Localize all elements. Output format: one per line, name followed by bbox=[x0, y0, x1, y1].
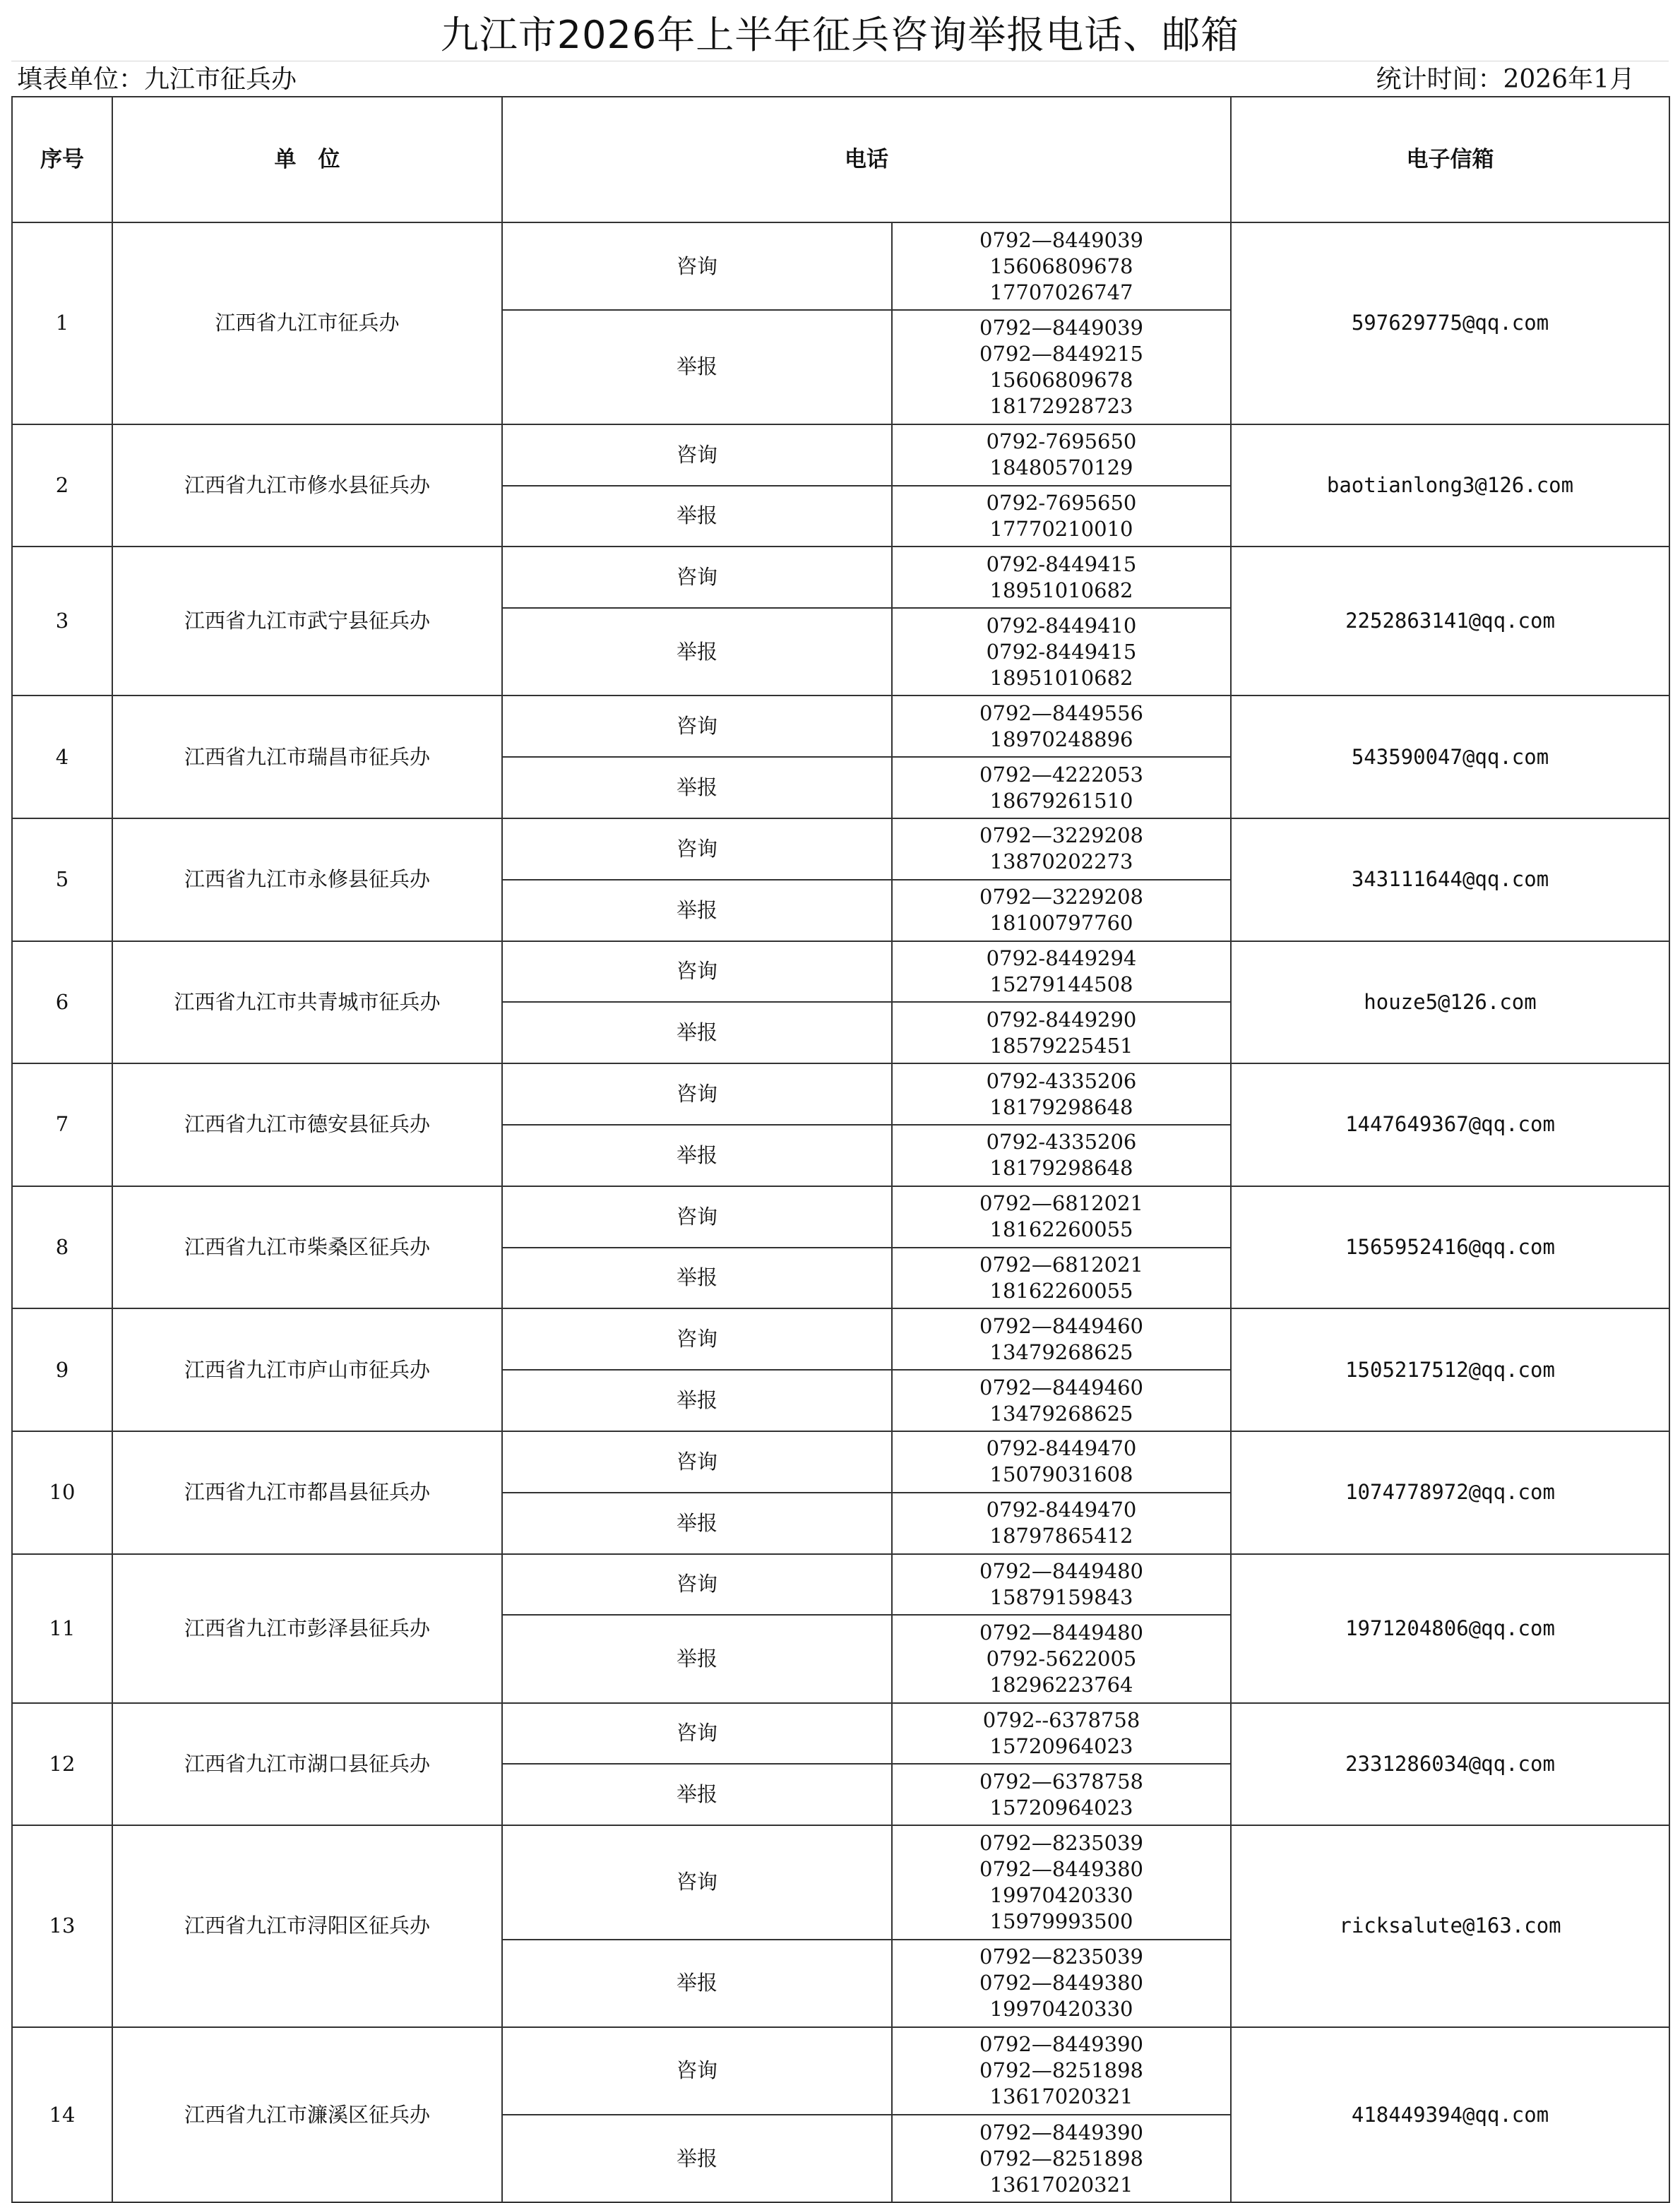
report-label: 举报 bbox=[502, 757, 892, 818]
consult-phones bbox=[892, 1308, 1231, 1370]
row-index: 12 bbox=[12, 1703, 112, 1826]
consult-phones bbox=[892, 1431, 1231, 1493]
unit-name: 江西省九江市浔阳区征兵办 bbox=[112, 1825, 502, 2027]
unit-name: 江西省九江市永修县征兵办 bbox=[112, 818, 502, 941]
phone-number: 0792—6378758 bbox=[979, 1769, 1143, 1793]
phone-number: 0792-8449415 bbox=[986, 551, 1137, 576]
report-phones bbox=[892, 1002, 1231, 1063]
table-row bbox=[12, 222, 1669, 310]
report-phones bbox=[892, 1764, 1231, 1825]
phone-number: 18951010682 bbox=[989, 578, 1133, 602]
consult-label: 咨询 bbox=[502, 547, 892, 608]
phone-number: 0792-8449290 bbox=[986, 1007, 1137, 1032]
phone-number: 15720964023 bbox=[989, 1795, 1133, 1820]
phone-number: 0792-5622005 bbox=[986, 1646, 1137, 1671]
phone-number: 0792—8235039 bbox=[979, 1945, 1143, 1969]
row-index: 10 bbox=[12, 1431, 112, 1554]
phone-number: 0792—8449480 bbox=[979, 1620, 1143, 1644]
consult-phones bbox=[892, 222, 1231, 310]
report-phones bbox=[892, 2115, 1231, 2202]
report-label: 举报 bbox=[502, 1615, 892, 1702]
email-address: 418449394@qq.com bbox=[1231, 2027, 1669, 2202]
row-index: 6 bbox=[12, 941, 112, 1064]
row-index: 8 bbox=[12, 1186, 112, 1309]
consult-phones bbox=[892, 1063, 1231, 1125]
row-index: 3 bbox=[12, 547, 112, 695]
unit-name: 江西省九江市彭泽县征兵办 bbox=[112, 1554, 502, 1703]
phone-number: 0792—8449390 bbox=[979, 2120, 1143, 2144]
consult-label: 咨询 bbox=[502, 695, 892, 757]
email-address: 343111644@qq.com bbox=[1231, 818, 1669, 941]
email-address: ricksalute@163.com bbox=[1231, 1825, 1669, 2027]
phone-number: 0792-8449294 bbox=[986, 945, 1137, 970]
phone-number: 0792-4335206 bbox=[986, 1130, 1137, 1154]
table-row bbox=[12, 941, 1669, 1003]
consult-phones bbox=[892, 818, 1231, 880]
unit-name: 江西省九江市柴桑区征兵办 bbox=[112, 1186, 502, 1309]
table-row bbox=[12, 1186, 1669, 1248]
table-header-row bbox=[12, 97, 1669, 222]
consult-label: 咨询 bbox=[502, 2027, 892, 2115]
consult-phones bbox=[892, 547, 1231, 608]
phone-number: 0792-8449470 bbox=[986, 1436, 1137, 1461]
phone-number: 0792-8449410 bbox=[986, 613, 1137, 638]
row-index: 4 bbox=[12, 695, 112, 818]
unit-name: 江西省九江市武宁县征兵办 bbox=[112, 547, 502, 695]
phone-number: 0792—8235039 bbox=[979, 1830, 1143, 1855]
phone-number: 15606809678 bbox=[989, 367, 1133, 392]
report-phones bbox=[892, 1248, 1231, 1309]
report-label: 举报 bbox=[502, 608, 892, 695]
phone-number: 15606809678 bbox=[989, 253, 1133, 278]
report-phones bbox=[892, 608, 1231, 695]
phone-number: 18951010682 bbox=[989, 665, 1133, 690]
phone-number: 15079031608 bbox=[989, 1462, 1133, 1487]
phone-number: 18296223764 bbox=[989, 1672, 1133, 1697]
phone-number: 0792—8449556 bbox=[979, 700, 1143, 725]
email-address: 2331286034@qq.com bbox=[1231, 1703, 1669, 1826]
row-index: 5 bbox=[12, 818, 112, 941]
consult-label: 咨询 bbox=[502, 941, 892, 1003]
row-index: 13 bbox=[12, 1825, 112, 2027]
header-unit: 单 位 bbox=[112, 97, 502, 222]
report-phones bbox=[892, 486, 1231, 547]
consult-label: 咨询 bbox=[502, 1186, 892, 1248]
phone-number: 0792—8251898 bbox=[979, 2146, 1143, 2171]
phone-number: 18970248896 bbox=[989, 727, 1133, 751]
consult-phones bbox=[892, 695, 1231, 757]
unit-name: 江西省九江市都昌县征兵办 bbox=[112, 1431, 502, 1554]
phone-number: 0792-8449470 bbox=[986, 1498, 1137, 1522]
report-label: 举报 bbox=[502, 880, 892, 941]
email-address: houze5@126.com bbox=[1231, 941, 1669, 1064]
page-title: 九江市2026年上半年征兵咨询举报电话、邮箱 bbox=[440, 13, 1240, 57]
table-row bbox=[12, 547, 1669, 608]
consult-phones bbox=[892, 1825, 1231, 1940]
unit-name: 江西省九江市瑞昌市征兵办 bbox=[112, 695, 502, 818]
row-index: 14 bbox=[12, 2027, 112, 2202]
phone-number: 18179298648 bbox=[989, 1094, 1133, 1119]
phone-number: 0792—3229208 bbox=[979, 823, 1143, 848]
consult-label: 咨询 bbox=[502, 1063, 892, 1125]
report-label: 举报 bbox=[502, 1248, 892, 1309]
email-address: 597629775@qq.com bbox=[1231, 222, 1669, 424]
consult-label: 咨询 bbox=[502, 1554, 892, 1616]
phone-number: 0792--6378758 bbox=[982, 1707, 1140, 1732]
phone-number: 0792—8449039 bbox=[979, 227, 1143, 252]
phone-number: 13479268625 bbox=[989, 1339, 1133, 1364]
phone-number: 17707026747 bbox=[989, 280, 1133, 304]
phone-number: 0792-7695650 bbox=[986, 490, 1137, 515]
report-phones bbox=[892, 757, 1231, 818]
table-row bbox=[12, 1063, 1669, 1125]
phone-number: 0792—8449480 bbox=[979, 1558, 1143, 1583]
row-index: 11 bbox=[12, 1554, 112, 1703]
phone-number: 0792—4222053 bbox=[979, 762, 1143, 787]
table-row bbox=[12, 818, 1669, 880]
consult-label: 咨询 bbox=[502, 222, 892, 310]
report-phones bbox=[892, 1493, 1231, 1554]
consult-phones bbox=[892, 424, 1231, 486]
report-label: 举报 bbox=[502, 1125, 892, 1186]
phone-number: 13617020321 bbox=[989, 2172, 1133, 2197]
header-index: 序号 bbox=[12, 97, 112, 222]
phone-number: 18480570129 bbox=[989, 455, 1133, 480]
email-address: 543590047@qq.com bbox=[1231, 695, 1669, 818]
consult-phones bbox=[892, 1186, 1231, 1248]
report-phones bbox=[892, 1940, 1231, 2027]
phone-number: 0792—8449380 bbox=[979, 1971, 1143, 1995]
table-row bbox=[12, 1703, 1669, 1765]
header-email: 电子信箱 bbox=[1231, 97, 1669, 222]
statistics-date-label: 统计时间：2026年1月 bbox=[1376, 65, 1635, 94]
table-row bbox=[12, 2027, 1669, 2115]
phone-number: 19970420330 bbox=[989, 1882, 1133, 1907]
consult-phones bbox=[892, 1554, 1231, 1616]
unit-name: 江西省九江市共青城市征兵办 bbox=[112, 941, 502, 1064]
phone-number: 0792-4335206 bbox=[986, 1068, 1137, 1093]
report-label: 举报 bbox=[502, 1764, 892, 1825]
phone-number: 18162260055 bbox=[989, 1217, 1133, 1242]
table-row bbox=[12, 424, 1669, 486]
consult-label: 咨询 bbox=[502, 818, 892, 880]
report-label: 举报 bbox=[502, 1002, 892, 1063]
phone-number: 0792—8449215 bbox=[979, 341, 1143, 366]
consult-label: 咨询 bbox=[502, 1703, 892, 1765]
phone-number: 18100797760 bbox=[989, 911, 1133, 936]
report-phones bbox=[892, 1370, 1231, 1431]
header-phone: 电话 bbox=[502, 97, 1231, 222]
filler-unit-label: 填表单位：九江市征兵办 bbox=[17, 65, 297, 94]
row-index: 7 bbox=[12, 1063, 112, 1186]
phone-number: 19970420330 bbox=[989, 1997, 1133, 2022]
report-phones bbox=[892, 1125, 1231, 1186]
report-label: 举报 bbox=[502, 1370, 892, 1431]
unit-name: 江西省九江市庐山市征兵办 bbox=[112, 1308, 502, 1431]
phone-number: 18797865412 bbox=[989, 1524, 1133, 1548]
report-label: 举报 bbox=[502, 486, 892, 547]
phone-number: 18579225451 bbox=[989, 1033, 1133, 1058]
consult-phones bbox=[892, 1703, 1231, 1765]
unit-name: 江西省九江市德安县征兵办 bbox=[112, 1063, 502, 1186]
table-row bbox=[12, 695, 1669, 757]
row-index: 2 bbox=[12, 424, 112, 547]
phone-number: 0792—6812021 bbox=[979, 1252, 1143, 1277]
phone-number: 15720964023 bbox=[989, 1733, 1133, 1758]
table-row bbox=[12, 1308, 1669, 1370]
phone-number: 18162260055 bbox=[989, 1278, 1133, 1303]
phone-number: 18679261510 bbox=[989, 788, 1133, 813]
report-phones bbox=[892, 1615, 1231, 1702]
phone-number: 0792—8449460 bbox=[979, 1313, 1143, 1338]
row-index: 1 bbox=[12, 222, 112, 424]
report-label: 举报 bbox=[502, 310, 892, 424]
phone-number: 13870202273 bbox=[989, 849, 1133, 874]
email-address: baotianlong3@126.com bbox=[1231, 424, 1669, 547]
email-address: 2252863141@qq.com bbox=[1231, 547, 1669, 695]
phone-number: 0792—3229208 bbox=[979, 885, 1143, 909]
table-row bbox=[12, 1431, 1669, 1493]
consult-label: 咨询 bbox=[502, 424, 892, 486]
phone-number: 13479268625 bbox=[989, 1401, 1133, 1426]
consult-label: 咨询 bbox=[502, 1308, 892, 1370]
phone-number: 17770210010 bbox=[989, 516, 1133, 541]
contact-table bbox=[11, 96, 1670, 2203]
phone-number: 0792—8449039 bbox=[979, 315, 1143, 340]
report-label: 举报 bbox=[502, 2115, 892, 2202]
email-address: 1565952416@qq.com bbox=[1231, 1186, 1669, 1309]
phone-number: 0792-7695650 bbox=[986, 429, 1137, 454]
phone-number: 0792—8449380 bbox=[979, 1856, 1143, 1881]
report-phones bbox=[892, 880, 1231, 941]
table-body bbox=[12, 222, 1669, 2202]
consult-phones bbox=[892, 2027, 1231, 2115]
phone-number: 0792—8449460 bbox=[979, 1375, 1143, 1399]
phone-number: 0792—8449390 bbox=[979, 2032, 1143, 2057]
table-row bbox=[12, 1554, 1669, 1616]
phone-number: 18179298648 bbox=[989, 1156, 1133, 1181]
phone-number: 15279144508 bbox=[989, 972, 1133, 996]
consult-label: 咨询 bbox=[502, 1431, 892, 1493]
email-address: 1447649367@qq.com bbox=[1231, 1063, 1669, 1186]
email-address: 1074778972@qq.com bbox=[1231, 1431, 1669, 1554]
phone-number: 0792—8251898 bbox=[979, 2058, 1143, 2083]
phone-number: 15979993500 bbox=[989, 1909, 1133, 1933]
row-index: 9 bbox=[12, 1308, 112, 1431]
report-phones bbox=[892, 310, 1231, 424]
email-address: 1505217512@qq.com bbox=[1231, 1308, 1669, 1431]
phone-number: 13617020321 bbox=[989, 2084, 1133, 2109]
phone-number: 18172928723 bbox=[989, 393, 1133, 418]
phone-number: 0792—6812021 bbox=[979, 1191, 1143, 1216]
phone-number: 15879159843 bbox=[989, 1584, 1133, 1609]
unit-name: 江西省九江市湖口县征兵办 bbox=[112, 1703, 502, 1826]
consult-label: 咨询 bbox=[502, 1825, 892, 1940]
unit-name: 江西省九江市征兵办 bbox=[112, 222, 502, 424]
consult-phones bbox=[892, 941, 1231, 1003]
report-label: 举报 bbox=[502, 1493, 892, 1554]
phone-number: 0792-8449415 bbox=[986, 639, 1137, 664]
unit-name: 江西省九江市濂溪区征兵办 bbox=[112, 2027, 502, 2202]
email-address: 1971204806@qq.com bbox=[1231, 1554, 1669, 1703]
unit-name: 江西省九江市修水县征兵办 bbox=[112, 424, 502, 547]
report-label: 举报 bbox=[502, 1940, 892, 2027]
table-row bbox=[12, 1825, 1669, 1940]
